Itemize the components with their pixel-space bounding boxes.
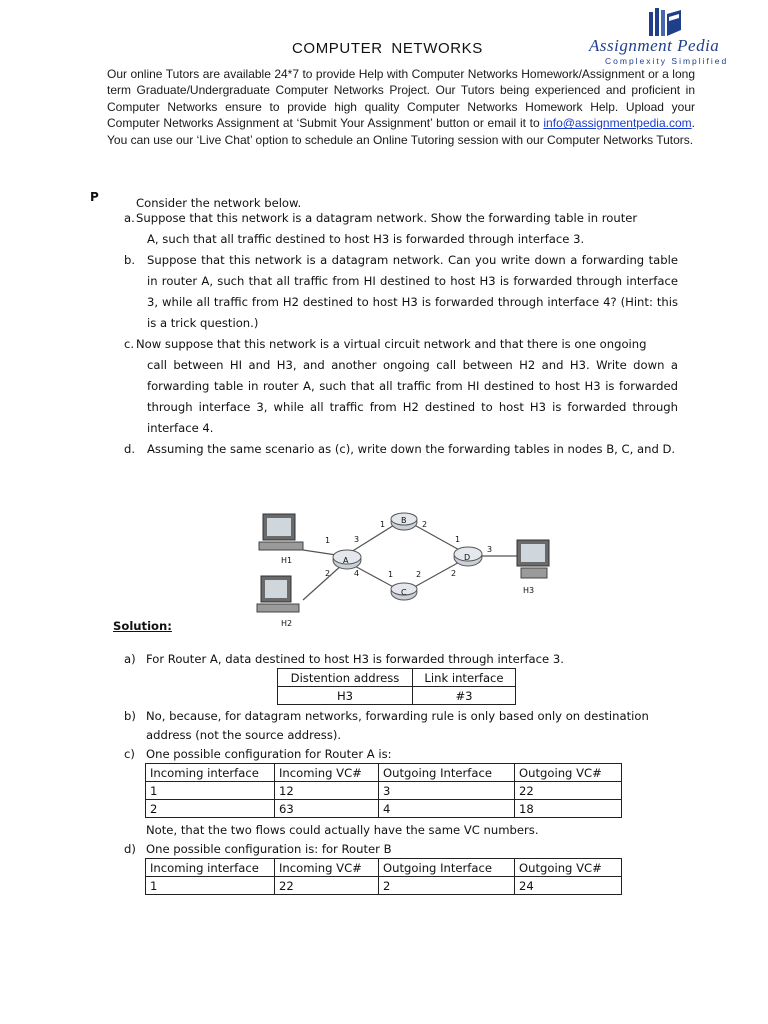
host-h2-icon [257,576,299,612]
solution-label: b) [124,709,136,723]
port-label: 1 [325,536,331,545]
table-cell: 18 [515,800,622,818]
solution-heading: Solution: [113,619,172,633]
port-label: 1 [380,520,386,529]
email-link[interactable]: info@assignmentpedia.com [543,116,692,131]
solution-note: Note, that the two flows could actually have the same VC numbers. [146,823,539,837]
table-header-cell: Incoming interface [146,859,275,877]
port-label: 1 [388,570,394,579]
table-cell: 2 [146,800,275,818]
question-text: Assuming the same scenario as (c), write down the forwarding tables in nodes B, C, and D. [147,442,676,456]
question-c [124,334,678,439]
question-text: Now suppose that this network is a virtual circuit network and that there is one ongoing [136,337,647,351]
solution-text: For Router A, data destined to host H3 is forwarded through interface 3. [146,652,564,666]
question-list [124,208,678,460]
question-text-cont: call between HI and H3, and another ongoing call between H2 and H3. Write down a forwarding table in router A, such that all traffic from HI destined to host H3 is forwarded through interface 3, while all traffic from H2 destined to host H3 is forwarded through interface 4. [147,358,678,435]
table-cell: 1 [146,877,275,895]
solution-a [124,650,684,669]
table-cell: 22 [275,877,379,895]
table-header-cell: Incoming VC# [275,764,379,782]
intro-paragraph [107,66,695,148]
books-logo-icon [647,6,687,40]
table-cell: H3 [278,687,413,705]
port-label: 2 [325,569,331,578]
logo-name: Assignment Pedia [589,36,720,55]
question-label: a. [124,211,135,225]
table-cell: 4 [379,800,515,818]
table-header-cell: Outgoing VC# [515,764,622,782]
router-label: A [343,556,349,565]
table-cell: 24 [515,877,622,895]
table-row [278,687,516,705]
port-label: 3 [487,545,493,554]
solution-label: a) [124,652,136,666]
table-header-cell: Incoming VC# [275,859,379,877]
problem-marker: P [90,190,99,204]
table-header-cell: Outgoing Interface [379,764,515,782]
host-label: H3 [523,586,535,595]
host-h1-icon [259,514,303,550]
port-label: 2 [422,520,428,529]
host-label: H2 [281,619,293,628]
port-label: 2 [416,570,422,579]
solution-c-note [124,821,684,840]
table-cell: #3 [413,687,516,705]
logo-tagline: Complexity Simplified [605,56,729,66]
table-cell: 3 [379,782,515,800]
solution-b [124,707,684,745]
table-row [146,800,622,818]
solution-text: One possible configuration is: for Router B [146,842,392,856]
table-header-row [146,764,622,782]
table-cell: 63 [275,800,379,818]
assignmentpedia-logo [585,10,745,68]
table-header-cell: Incoming interface [146,764,275,782]
host-h3-icon [517,540,549,578]
table-header-cell: Link interface [413,669,516,687]
port-label: 1 [455,535,461,544]
page-title: COMPUTER NETWORKS [292,40,483,57]
solution-text: One possible configuration for Router A is: [146,747,392,761]
question-b [124,250,678,334]
table-cell: 1 [146,782,275,800]
vc-table-router-b [145,858,622,895]
table-cell: 12 [275,782,379,800]
solution-d [124,840,684,859]
question-label: c. [124,337,135,351]
question-text-cont: A, such that all traffic destined to host H3 is forwarded through interface 3. [147,232,585,246]
intro-text-1: Our online Tutors are available 24*7 to provide Help with Computer Networks Homework/Assignment or a long term Graduate/Undergraduate Computer Networks Project. Our Tutors being experienced and proficient in Computer Networks ensure to provide high quality Computer Networks Homework Help. Upload your Computer Networks Assignment at ‘Submit Your Assignment’ button or email it to [107,67,695,131]
port-label: 4 [354,569,360,578]
question-label: d. [124,442,136,456]
table-header-row [146,859,622,877]
solution-text: No, because, for datagram networks, forwarding rule is only based only on destination address (not the source address). [146,709,649,742]
host-label: H1 [281,556,293,565]
table-header-cell: Outgoing Interface [379,859,515,877]
port-label: 2 [451,569,457,578]
question-text: Suppose that this network is a datagram network. Show the forwarding table in router [136,211,638,225]
router-label: D [464,553,471,562]
question-d [124,439,678,460]
network-diagram [255,500,565,630]
table-cell: 22 [515,782,622,800]
table-cell: 2 [379,877,515,895]
table-header-row [278,669,516,687]
question-label: b. [124,253,136,267]
forwarding-table-a [277,668,516,705]
router-label: C [401,588,407,597]
router-label: B [401,516,407,525]
problem-intro: Consider the network below. [136,196,302,210]
intro-text-2: . You can use our ‘Live Chat’ option to schedule an Online Tutoring session with our Computer Networks Tutors. [107,116,695,147]
table-row [146,877,622,895]
question-text: Suppose that this network is a datagram network. Can you write down a forwarding table in router A, such that all traffic from HI destined to host H3 is forwarded through interface 3, while all traffic from H2 destined to host H3 is forwarded through interface 4? (Hint: this is a trick question.) [147,253,678,330]
solution-c [124,745,684,764]
table-header-cell: Distention address [278,669,413,687]
table-row [146,782,622,800]
port-label: 3 [354,535,360,544]
solution-label: d) [124,842,136,856]
table-header-cell: Outgoing VC# [515,859,622,877]
solution-label: c) [124,747,135,761]
question-a [124,208,678,250]
vc-table-router-a [145,763,622,818]
